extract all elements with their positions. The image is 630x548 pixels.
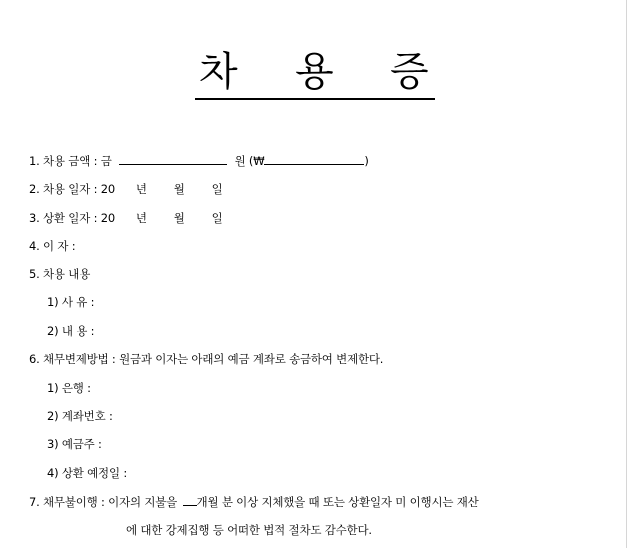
loan-amount-blank[interactable] <box>119 152 227 165</box>
loan-amount-close: ) <box>364 154 369 168</box>
document-title <box>195 48 435 104</box>
loan-amount-row <box>29 152 369 169</box>
page-edge-rule <box>626 0 627 548</box>
loan-details-row <box>29 266 90 282</box>
default-clause-label-b: 개월 분 이상 지체했을 때 또는 상환일자 미 이행시는 재산 <box>196 495 479 509</box>
interest-row <box>29 238 75 254</box>
account-number-row <box>47 408 113 424</box>
default-clause-row <box>29 493 479 510</box>
loan-reason-row <box>47 294 94 310</box>
repayment-date-day: 일 <box>211 211 223 225</box>
loan-date-year: 년 <box>135 182 147 196</box>
loan-reason-label: 1) 사 유 : <box>47 295 95 309</box>
repayment-date-label: 3. 상환 일자 : 20 <box>29 211 115 225</box>
repayment-method-row <box>29 351 383 367</box>
account-holder-label: 3) 예금주 : <box>47 437 102 451</box>
loan-amount-unit: 원 (₩ <box>234 154 265 168</box>
title-char-2: 용 <box>295 49 334 95</box>
repayment-method-label: 6. 채무변제방법 : 원금과 이자는 아래의 예금 계좌로 송금하여 변제한다. <box>29 352 384 366</box>
account-number-label: 2) 계좌번호 : <box>47 409 113 423</box>
planned-repayment-date-label: 4) 상환 예정일 : <box>47 466 127 480</box>
repayment-date-row <box>29 210 223 226</box>
default-clause-label-a: 7. 채무불이행 : 이자의 지불을 <box>29 495 178 509</box>
loan-content-label: 2) 내 용 : <box>47 324 95 338</box>
loan-date-month: 월 <box>173 182 185 196</box>
loan-amount-number-blank[interactable] <box>264 152 364 165</box>
repayment-date-year: 년 <box>135 211 147 225</box>
title-underline <box>195 98 435 100</box>
default-clause-continuation <box>126 522 372 538</box>
title-char-3: 증 <box>390 49 429 95</box>
loan-date-row <box>29 181 223 197</box>
planned-repayment-date-row <box>47 465 127 481</box>
loan-content-row <box>47 323 94 339</box>
loan-details-label: 5. 차용 내용 <box>29 267 91 281</box>
default-months-blank[interactable] <box>183 493 197 506</box>
interest-label: 4. 이 자 : <box>29 239 76 253</box>
account-holder-row <box>47 436 102 452</box>
loan-amount-label: 1. 차용 금액 : 금 <box>29 154 112 168</box>
repayment-date-month: 월 <box>173 211 185 225</box>
loan-date-label: 2. 차용 일자 : 20 <box>29 182 115 196</box>
default-clause-cont-text: 에 대한 강제집행 등 어떠한 법적 절차도 감수한다. <box>126 523 372 537</box>
bank-label: 1) 은행 : <box>47 381 91 395</box>
title-char-1: 차 <box>199 49 238 95</box>
bank-row <box>47 380 91 396</box>
loan-date-day: 일 <box>211 182 223 196</box>
